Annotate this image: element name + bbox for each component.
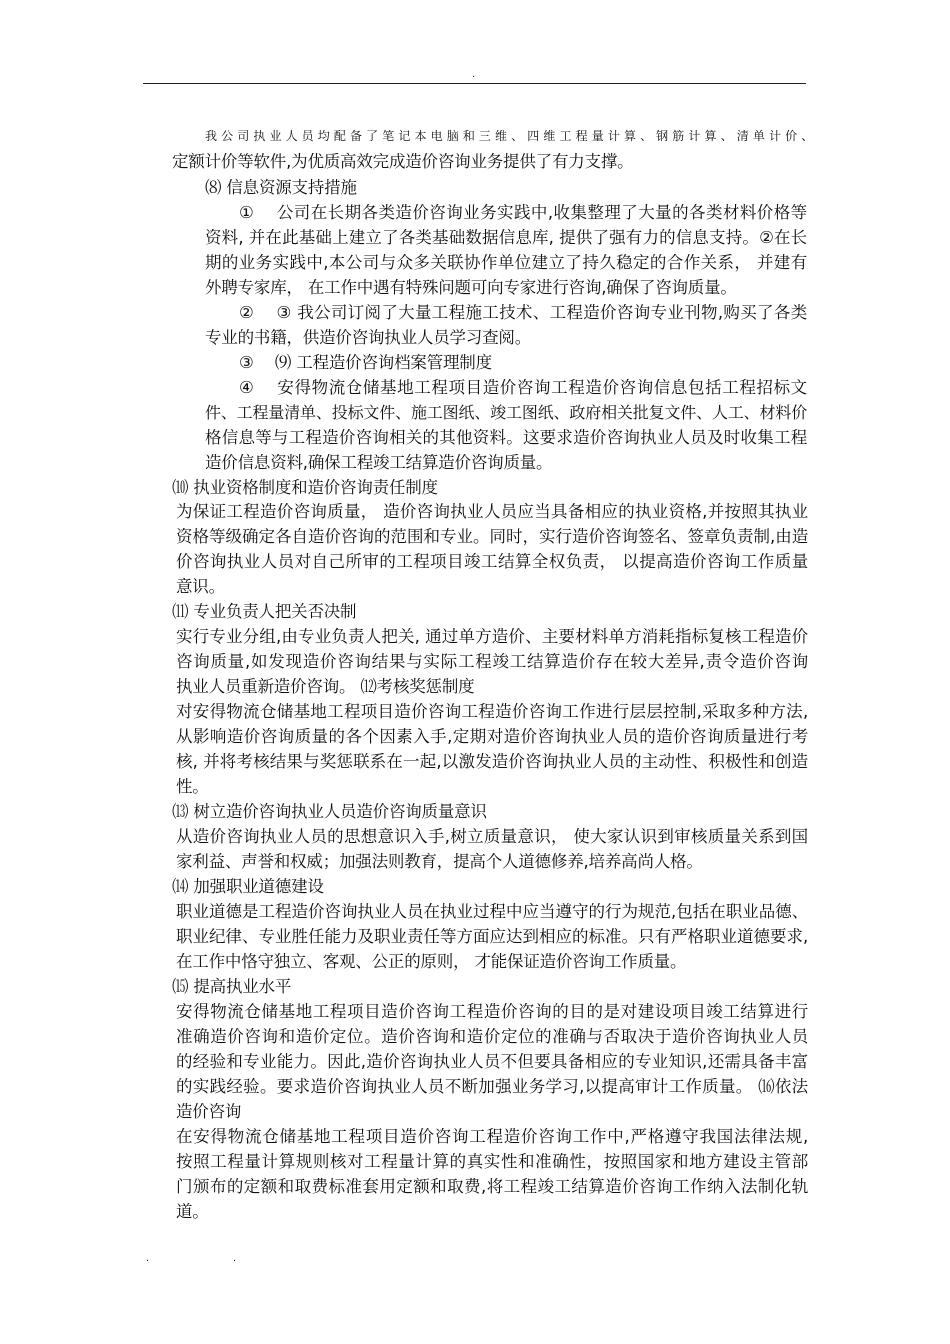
text-line: ④ 安得物流仓储基地工程项目造价咨询工程造价咨询信息包括工程招标文 (239, 378, 807, 397)
text-line: 造价咨询 (176, 1102, 242, 1121)
text-line: 件、工程量清单、投标文件、施工图纸、竣工图纸、政府相关批复文件、人工、材料价 (205, 403, 807, 422)
footer-mark-right: . (233, 1253, 237, 1264)
text-line: 在工作中恪守独立、客观、公正的原则， 才能保证造价咨询工作质量。 (176, 952, 687, 971)
section-heading: ⑾ 专业负责人把关否决制 (172, 602, 357, 621)
text-line: 价咨询执业人员对自己所审的工程项目竣工结算全权负责， 以提高造价咨询工作质量 (176, 552, 808, 571)
text-line: 的实践经验。要求造价咨询执业人员不断加强业务学习,以提高审计工作质量。 ⒃依法 (176, 1077, 808, 1096)
section-heading: ⒁ 加强职业道德建设 (172, 877, 324, 896)
text-line: 执业人员重新造价咨询。 ⑿考核奖惩制度 (176, 677, 475, 696)
header-mark: . (472, 69, 476, 80)
section-heading: ⑻ 信息资源支持措施 (205, 178, 357, 197)
section-heading: ⒂ 提高执业水平 (172, 977, 292, 996)
text-line: 道。 (176, 1202, 209, 1221)
text-line: 性。 (176, 777, 209, 796)
text-line: 对安得物流仓储基地工程项目造价咨询工程造价咨询工作进行层层控制,采取多种方法, (176, 702, 808, 721)
text-line: 在安得物流仓储基地工程项目造价咨询工程造价咨询工作中,严格遵守我国法律法规, (176, 1127, 808, 1146)
text-line: 从影响造价咨询质量的各个因素入手,定期对造价咨询执业人员的造价咨询质量进行考 (176, 727, 808, 746)
text-line: 职业纪律、专业胜任能力及职业责任等方面应达到相应的标准。只有严格职业道德要求, (176, 927, 808, 946)
text-line: 造价信息资料,确保工程竣工结算造价咨询质量。 (205, 453, 553, 472)
text-line: 定额计价等软件,为优质高效完成造价咨询业务提供了有力支撑。 (172, 152, 634, 171)
text-line: 资格等级确定各自造价咨询的范围和专业。同时，实行造价咨询签名、签章负责制,由造 (176, 527, 808, 546)
header-rule (143, 83, 806, 84)
text-line: 专业的书籍，供造价咨询执业人员学习查阅。 (205, 328, 532, 347)
text-line: 按照工程量计算规则核对工程量计算的真实性和准确性，按照国家和地方建设主管部 (176, 1152, 808, 1171)
text-line: 实行专业分组,由专业负责人把关, 通过单方造价、主要材料单方消耗指标复核工程造价 (176, 627, 808, 646)
text-line: ③ ⑼ 工程造价咨询档案管理制度 (239, 353, 492, 372)
text-line: 职业道德是工程造价咨询执业人员在执业过程中应当遵守的行为规范,包括在职业品德、 (176, 902, 808, 921)
footer-mark-left: . (146, 1253, 150, 1264)
section-heading: ⒀ 树立造价咨询执业人员造价咨询质量意识 (172, 802, 487, 821)
text-line: 核, 并将考核结果与奖惩联系在一起,以激发造价咨询执业人员的主动性、积极性和创造 (176, 752, 808, 771)
text-line: 家利益、声誉和权威；加强法则教育，提高个人道德修养,培养高尚人格。 (176, 852, 703, 871)
text-line: 咨询质量,如发现造价咨询结果与实际工程竣工结算造价存在较大差异,责令造价咨询 (176, 652, 808, 671)
text-line: 准确造价咨询和造价定位。造价咨询和造价定位的准确与否取决于造价咨询执业人员 (176, 1027, 808, 1046)
text-line: ② ③ 我公司订阅了大量工程施工技术、工程造价咨询专业刊物,购买了各类 (239, 303, 807, 322)
text-line: 门颁布的定额和取费标准套用定额和取费,将工程竣工结算造价咨询工作纳入法制化轨 (176, 1177, 808, 1196)
text-line: 为保证工程造价咨询质量， 造价咨询执业人员应当具备相应的执业资格,并按照其执业 (176, 502, 808, 521)
text-line: 的经验和专业能力。因此,造价咨询执业人员不但要具备相应的专业知识,还需具备丰富 (176, 1052, 808, 1071)
text-line: 我公司执业人员均配备了笔记本电脑和三维、四维工程量计算、钢筋计算、清单计价、 (205, 129, 813, 143)
text-line: 意识。 (176, 577, 225, 596)
text-line: 期的业务实践中,本公司与众多关联协作单位建立了持久稳定的合作关系， 并建有 (205, 253, 807, 272)
text-line: ① 公司在长期各类造价咨询业务实践中,收集整理了大量的各类材料价格等 (239, 203, 807, 222)
text-line: 资料, 并在此基础上建立了各类基础数据信息库, 提供了强有力的信息支持。②在长 (205, 228, 807, 247)
text-line: 安得物流仓储基地工程项目造价咨询工程造价咨询的目的是对建设项目竣工结算进行 (176, 1002, 808, 1021)
section-heading: ⑽ 执业资格制度和造价咨询责任制度 (172, 478, 438, 497)
text-line: 格信息等与工程造价咨询相关的其他资料。这要求造价咨询执业人员及时收集工程 (205, 428, 807, 447)
text-line: 从造价咨询执业人员的思想意识入手,树立质量意识， 使大家认识到审核质量关系到国 (176, 827, 808, 846)
text-line: 外聘专家库， 在工作中遇有特殊问题可向专家进行咨询,确保了咨询质量。 (205, 278, 737, 297)
